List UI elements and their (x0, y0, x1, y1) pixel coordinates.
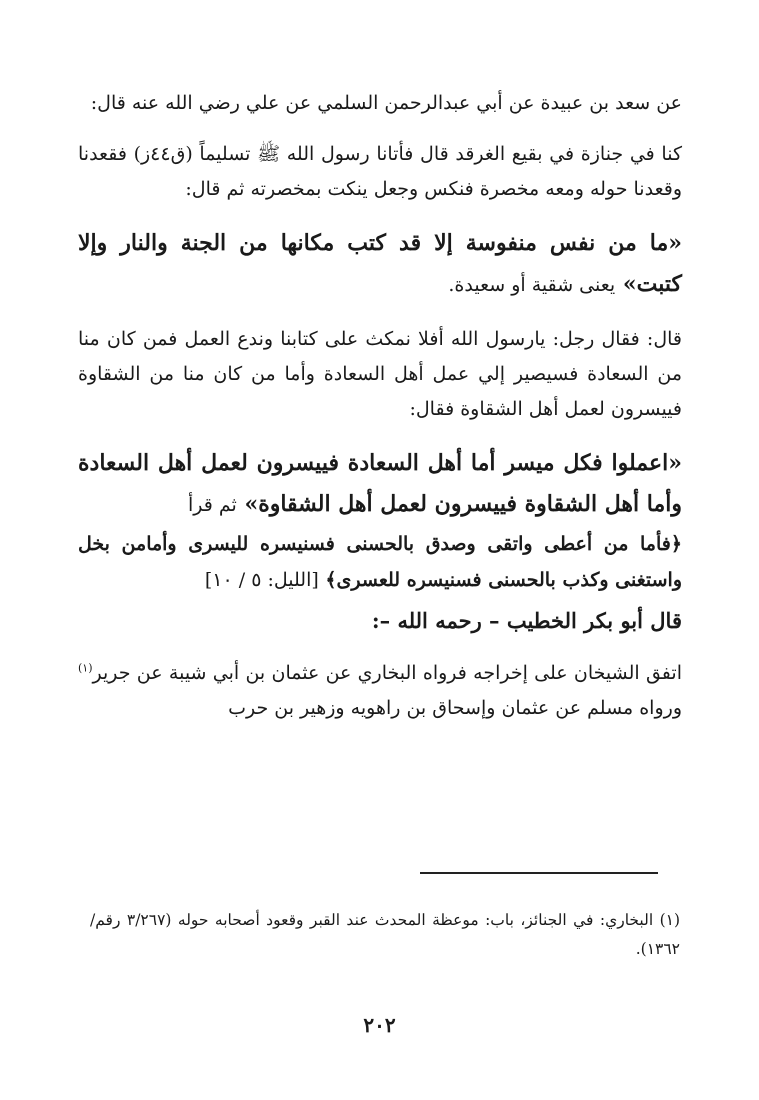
hadith-quote-2-text: «اعملوا فكل ميسر أما أهل السعادة فييسرون لعمل أهل السعادة وأما أهل الشقاوة فييسرون لعمل أهل الشقاوة» (78, 450, 682, 517)
page-body (78, 86, 682, 726)
paragraph-isnad: عن سعد بن عبيدة عن أبي عبدالرحمن السلمي عن علي رضي الله عنه قال: (90, 92, 682, 114)
quran-verse-text: ﴿فأما من أعطى واتقى وصدق بالحسنى فسنيسره لليسرى وأمامن بخل واستغنى وكذب بالحسنى فسنيسره للعسرى﴾ (78, 533, 682, 591)
paragraph-narration: كنا في جنازة في بقيع الغرقد قال فأتانا رسول الله ﷺ تسليماً (ق٤٤ز) فقعدنا وقعدنا حوله ومعه مخصرة فنكس وجعل ينكت بمخصرته ثم قال: (78, 143, 682, 200)
footnote: (١) البخاري: في الجنائز، باب: موعظة المحدث عند القبر وقعود أصحابه حوله (٣/٢٦٧ رقم/١٣٦٢). (90, 911, 681, 958)
page-number: ٢٠٢ (363, 1013, 396, 1037)
hadith-quote-1-gloss: يعنى شقية أو سعيدة. (448, 274, 616, 296)
hadith-quote-1-text: «ما من نفس منفوسة إلا قد كتب مكانها من الجنة والنار وإلا كتبت» (78, 230, 682, 297)
paragraph-takhrij (78, 656, 682, 726)
takhrij-text-2: ورواه مسلم عن عثمان وإسحاق بن راهويه وزهير بن حرب (228, 697, 682, 719)
takhrij-text-1: اتفق الشيخان على إخراجه فرواه البخاري عن عثمان بن أبي شيبة عن جرير (92, 662, 682, 684)
paragraph-question: قال: فقال رجل: يارسول الله أفلا نمكث على كتابنا وندع العمل فمن كان منا من السعادة فسيصير إلي عمل أهل السعادة وأما من كان منا من الشقاوة فييسرون لعمل أهل الشقاوة فقال: (78, 328, 682, 420)
quran-verse-reference: [الليل: ٥ / ١٠] (204, 569, 319, 591)
hadith-quote-2 (78, 443, 682, 526)
hadith-quote-1 (78, 223, 682, 306)
section-heading: قال أبو بكر الخطيب – رحمه الله –: (371, 608, 682, 633)
footnote-divider (420, 872, 658, 874)
footnote-marker[interactable]: (١) (78, 661, 93, 675)
quran-verse (78, 526, 682, 598)
hadith-quote-2-tail: ثم قرأ (187, 494, 237, 516)
